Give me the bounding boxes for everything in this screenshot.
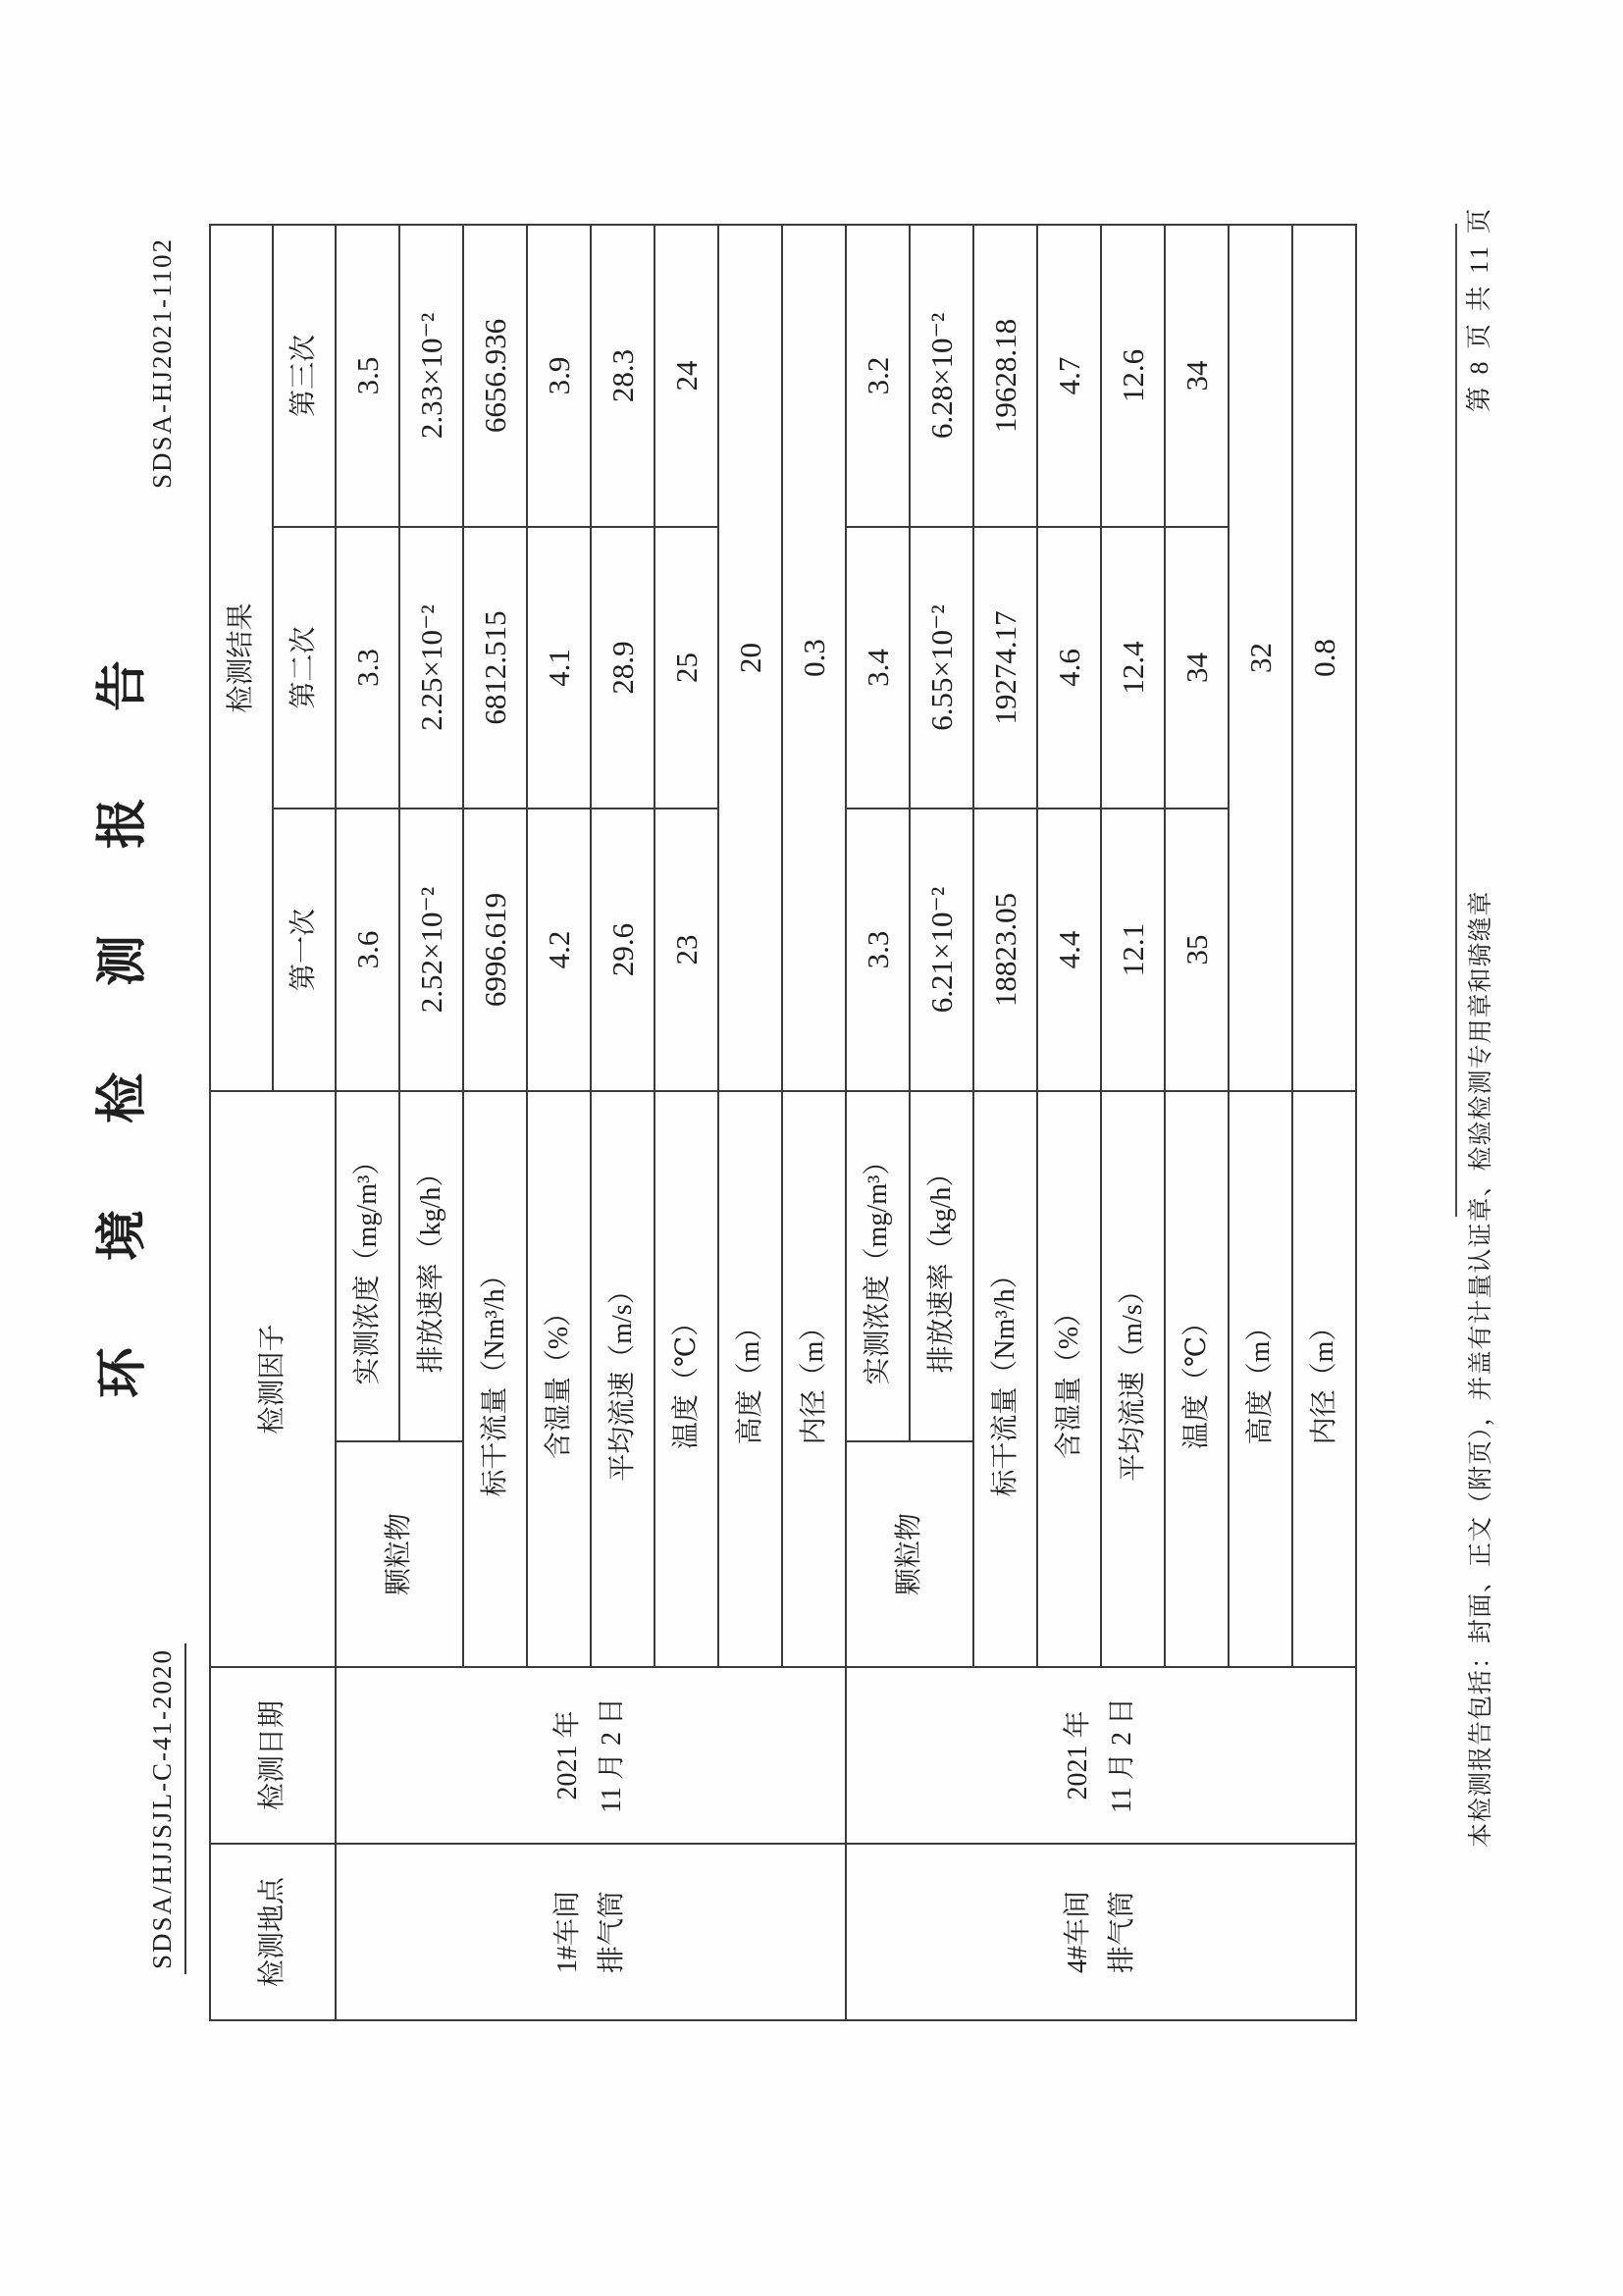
cell-label: 实测浓度（mg/m³） (336, 1091, 399, 1441)
cell-pollutant-1: 颗粒物 (336, 1441, 463, 1667)
cell-value: 12.6 (1101, 225, 1165, 527)
cell-value: 4.1 (527, 527, 591, 809)
header-date: 检测日期 (210, 1667, 336, 1844)
cell-label: 温度（℃） (654, 1091, 718, 1667)
footer-rule-line (1455, 224, 1457, 1217)
cell-value: 29.6 (591, 809, 654, 1091)
cell-value-merged: 0.3 (782, 225, 846, 1091)
cell-value: 6.28×10⁻² (910, 225, 973, 527)
cell-location-1 (336, 1844, 846, 2020)
cell-value: 19274.17 (973, 527, 1037, 809)
location-line: 排气筒 (597, 1891, 627, 1974)
cell-value: 6812.515 (463, 527, 527, 809)
cell-label: 实测浓度（mg/m³） (846, 1091, 910, 1441)
cell-label: 标干流量（Nm³/h） (973, 1091, 1037, 1667)
header-result: 检测结果 (210, 225, 273, 1091)
cell-value: 4.2 (527, 809, 591, 1091)
cell-label: 含湿量（%） (527, 1091, 591, 1667)
cell-value: 4.7 (1037, 225, 1101, 527)
cell-label: 高度（m） (1229, 1091, 1292, 1667)
page-number: 第 8 页 共 11 页 (1465, 205, 1493, 412)
cell-value: 3.3 (336, 527, 399, 809)
footer-note: 本检测报告包括：封面、正文（附页），并盖有计量认证章、检验检测专用章和骑缝章 (1468, 890, 1494, 1848)
cell-value: 2.25×10⁻² (399, 527, 463, 809)
cell-label: 内径（m） (782, 1091, 846, 1667)
date-line: 2021 年 (1063, 1710, 1094, 1800)
cell-value-merged: 20 (718, 225, 782, 1091)
cell-label: 含湿量（%） (1037, 1091, 1101, 1667)
document-code-left: SDSA/HJJSJL-C-41-2020 (147, 1644, 186, 1974)
cell-value: 18823.05 (973, 809, 1037, 1091)
cell-value-merged: 32 (1229, 225, 1292, 1091)
cell-value: 2.33×10⁻² (399, 225, 463, 527)
cell-value: 2.52×10⁻² (399, 809, 463, 1091)
cell-value: 23 (654, 809, 718, 1091)
header-location: 检测地点 (210, 1844, 336, 2020)
cell-label: 温度（℃） (1165, 1091, 1229, 1667)
cell-value: 6.55×10⁻² (910, 527, 973, 809)
monitoring-results-table (209, 224, 1357, 2021)
cell-location-2 (846, 1844, 1356, 2020)
location-line: 1#车间 (552, 1891, 584, 1974)
header-factor: 检测因子 (210, 1091, 336, 1667)
report-title: 环境检测报告 (95, 573, 151, 1398)
cell-date-2 (846, 1667, 1356, 1844)
header-run-3: 第三次 (273, 225, 336, 527)
cell-value: 12.1 (1101, 809, 1165, 1091)
cell-label: 平均流速（m/s） (1101, 1091, 1165, 1667)
cell-value: 3.9 (527, 225, 591, 527)
header-row-1 (210, 225, 273, 2020)
header-run-1: 第一次 (273, 809, 336, 1091)
cell-value: 28.9 (591, 527, 654, 809)
cell-value: 3.5 (336, 225, 399, 527)
cell-label: 内径（m） (1292, 1091, 1356, 1667)
document-code-right: SDSA-HJ2021-1102 (147, 236, 177, 489)
table-row (336, 225, 399, 2020)
cell-value: 28.3 (591, 225, 654, 527)
cell-pollutant-2: 颗粒物 (846, 1441, 973, 1667)
cell-value: 34 (1165, 225, 1229, 527)
cell-label: 标干流量（Nm³/h） (463, 1091, 527, 1667)
cell-value: 3.6 (336, 809, 399, 1091)
cell-value: 4.4 (1037, 809, 1101, 1091)
cell-value: 4.6 (1037, 527, 1101, 809)
cell-label: 高度（m） (718, 1091, 782, 1667)
cell-value: 12.4 (1101, 527, 1165, 809)
cell-value-merged: 0.8 (1292, 225, 1356, 1091)
cell-label: 排放速率（kg/h） (399, 1091, 463, 1441)
cell-value: 6996.619 (463, 809, 527, 1091)
cell-value: 24 (654, 225, 718, 527)
location-line: 排气筒 (1107, 1891, 1137, 1974)
cell-value: 34 (1165, 527, 1229, 809)
table-row (846, 225, 910, 2020)
date-line: 11 月 2 日 (1107, 1697, 1137, 1813)
cell-value: 3.3 (846, 809, 910, 1091)
cell-label: 平均流速（m/s） (591, 1091, 654, 1667)
header-run-2: 第二次 (273, 527, 336, 809)
cell-value: 6.21×10⁻² (910, 809, 973, 1091)
cell-value: 6656.936 (463, 225, 527, 527)
cell-value: 3.2 (846, 225, 910, 527)
cell-value: 35 (1165, 809, 1229, 1091)
date-line: 11 月 2 日 (597, 1697, 627, 1813)
date-line: 2021 年 (552, 1710, 584, 1800)
location-line: 4#车间 (1063, 1891, 1094, 1974)
cell-value: 3.4 (846, 527, 910, 809)
cell-date-1 (336, 1667, 846, 1844)
cell-label: 排放速率（kg/h） (910, 1091, 973, 1441)
cell-value: 19628.18 (973, 225, 1037, 527)
cell-value: 25 (654, 527, 718, 809)
